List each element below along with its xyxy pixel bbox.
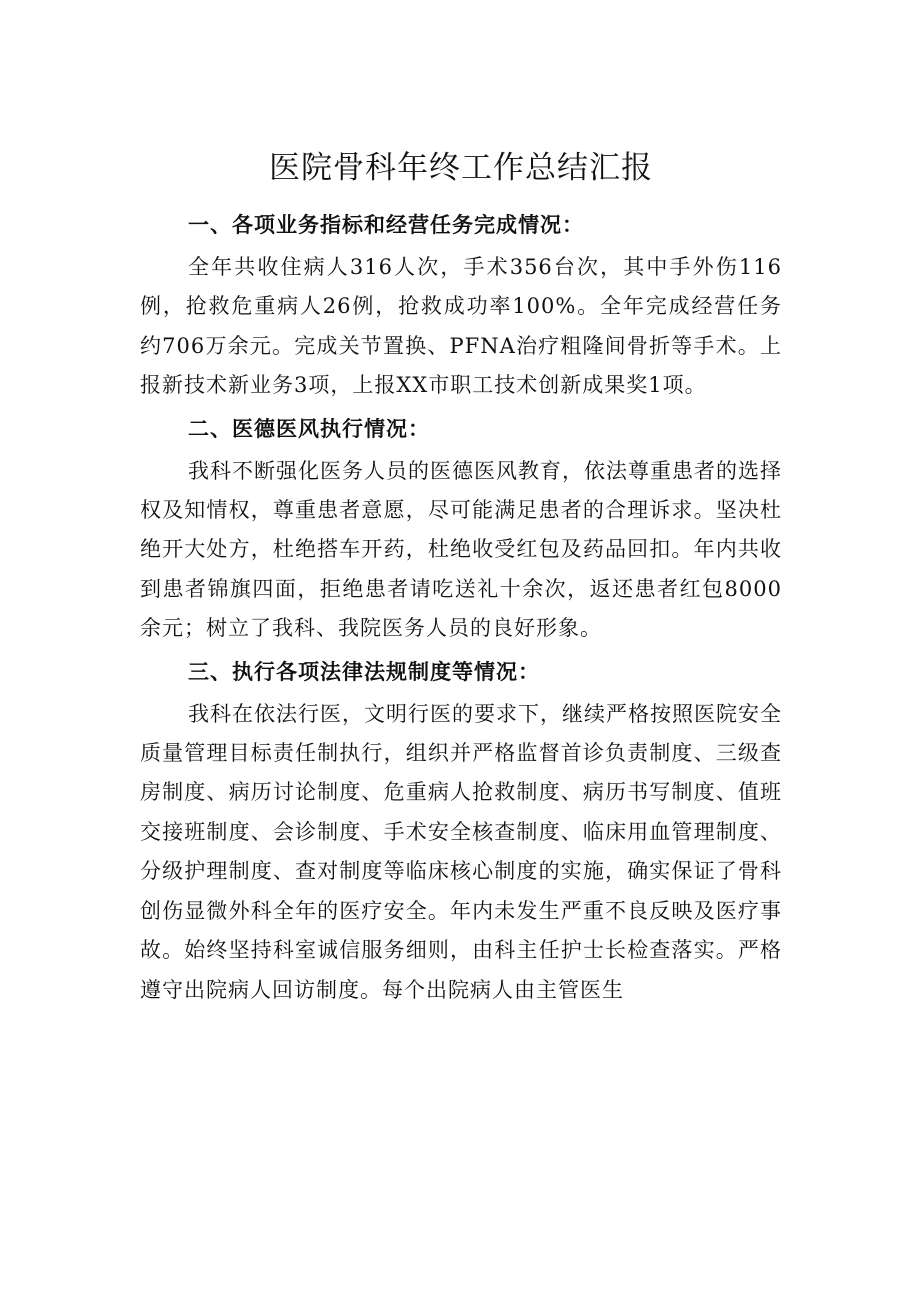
- section-heading-1: 一、各项业务指标和经营任务完成情况：: [188, 213, 584, 237]
- section-heading-2: 二、医德医风执行情况：: [188, 416, 430, 441]
- document-title: 医院骨科年终工作总结汇报: [269, 150, 653, 186]
- section-heading-3: 三、执行各项法律法规制度等情况：: [188, 659, 540, 684]
- section-paragraph-2: 我科不断强化医务人员的医德医风教育，依法尊重患者的选择权及知情权，尊重患者意愿，尽可能满足患者的合理诉求。坚决杜绝开大处方，杜绝搭车开药，杜绝收受红包及药品回扣。年内共收到患者锦旗四面，拒绝患者请吃送礼十余次，返还患者红包8000余元；树立了我科、我院医务人员的良好形象。: [140, 458, 782, 641]
- section-paragraph-3: 我科在依法行医，文明行医的要求下，继续严格按照医院安全质量管理目标责任制执行，组织并严格监督首诊负责制度、三级查房制度、病历讨论制度、危重病人抢救制度、病历书写制度、值班交接班制度、会诊制度、手术安全核查制度、临床用血管理制度、分级护理制度、查对制度等临床核心制度的实施，确实保证了骨科创伤显微外科全年的医疗安全。年内未发生严重不良反映及医疗事故。始终坚持科室诚信服务细则，由科主任护士长检查落实。严格遵守出院病人回访制度。每个出院病人由主管医生: [140, 701, 782, 1002]
- section-paragraph-1: 全年共收住病人316人次，手术356台次，其中手外伤116例，抢救危重病人26例，抢救成功率100%。全年完成经营任务约706万余元。完成关节置换、PFNA治疗粗隆间骨折等手术。上报新技术新业务3项，上报XX市职工技术创新成果奖1项。: [140, 255, 782, 398]
